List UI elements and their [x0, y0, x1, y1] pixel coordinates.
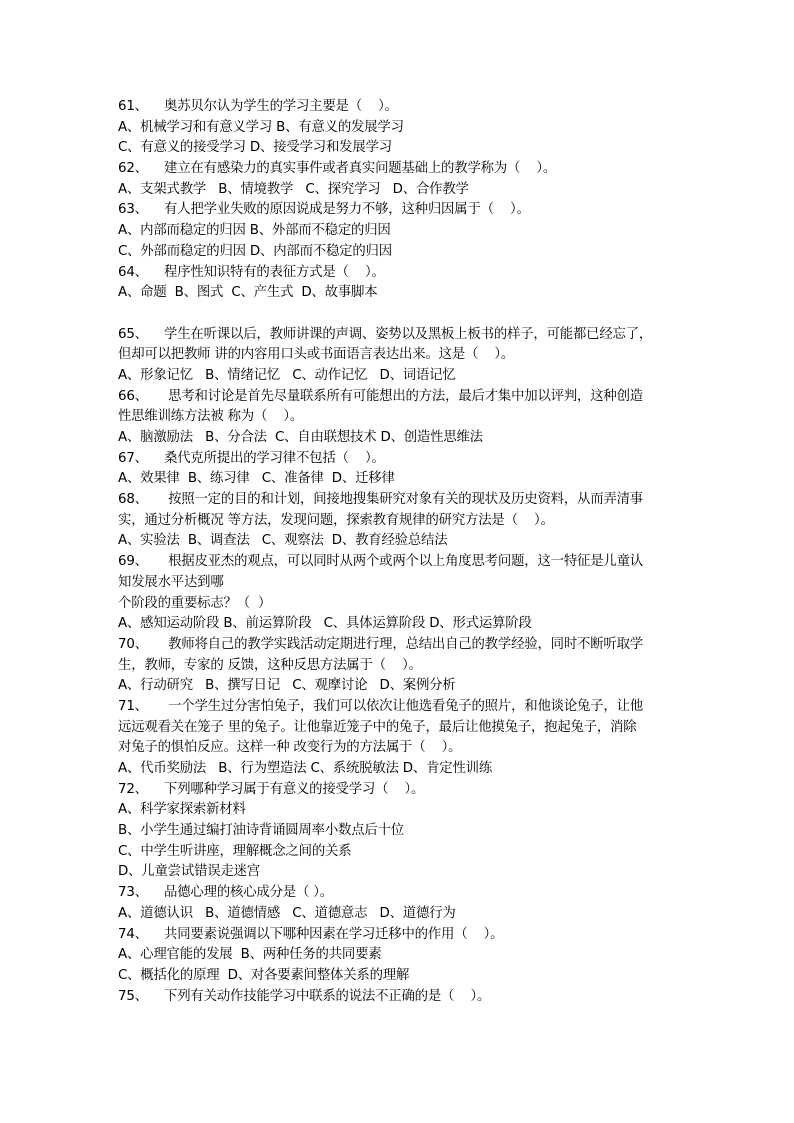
question-70-options: A、行动研究 B、撰写日记 C、观摩讨论 D、案例分析	[118, 678, 456, 694]
question-68-line-1: 68、 按照一定的目的和计划，间接地搜集研究对象有关的现状及历史资料，从而弄清事	[118, 492, 643, 508]
question-74-options-cd: C、概括化的原理 D、对各要素间整体关系的理解	[118, 967, 410, 983]
question-69-line-1: 69、 根据皮亚杰的观点，可以同时从两个或两个以上角度思考问题，这一特征是儿童认	[118, 554, 643, 570]
question-62: 62、 建立在有感染力的真实事件或者真实问题基础上的教学称为（ ）。	[118, 161, 557, 177]
question-74-options-ab: A、心理官能的发展 B、两种任务的共同要素	[118, 947, 382, 963]
question-63-options-ab: A、内部而稳定的归因 B、外部而不稳定的归因	[118, 223, 391, 239]
question-75: 75、 下列有关动作技能学习中联系的说法不正确的是（ ）。	[118, 988, 491, 1004]
question-66-line-2: 性思维训练方法被 称为（ ）。	[118, 409, 304, 425]
question-69-line-2: 知发展水平达到哪	[118, 574, 224, 590]
question-70-line-1: 70、 教师将自己的教学实践活动定期进行理，总结出自己的教学经验，同时不断听取学	[118, 636, 643, 652]
question-71-options: A、代币奖励法 B、行为塑造法 C、系统脱敏法 D、肯定性训练	[118, 761, 493, 776]
question-73-options: A、道德认识 B、道德情感 C、道德意志 D、道德行为	[118, 905, 456, 921]
question-65-line-2: 但却可以把教师 讲的内容用口头或书面语言表达出来。这是（ ）。	[118, 347, 515, 363]
question-74: 74、 共同要素说强调以下哪种因素在学习迁移中的作用（ ）。	[118, 926, 504, 942]
question-72-option-d: D、儿童尝试错误走迷宫	[118, 864, 261, 880]
question-63: 63、 有人把学业失败的原因说成是努力不够，这种归因属于（ ）。	[118, 202, 530, 218]
question-65-line-1: 65、 学生在听课以后，教师讲课的声调、姿势以及黑板上板书的样子，可能都已经忘了，	[118, 326, 653, 342]
question-69-options: A、感知运动阶段 B、前运算阶段 C、具体运算阶段 D、形式运算阶段	[118, 616, 532, 632]
blank-line	[118, 304, 678, 325]
question-71-line-1: 71、 一个学生过分害怕兔子，我们可以依次让他选看兔子的照片，和他谈论兔子，让他	[118, 698, 643, 714]
question-69-line-3: 个阶段的重要标志？（ ）	[118, 595, 272, 611]
question-67: 67、 桑代克所提出的学习律不包括（ ）。	[118, 450, 385, 466]
question-66-options: A、脑激励法 B、分合法 C、自由联想技术 D、创造性思维法	[118, 430, 483, 445]
question-65-options: A、形象记忆 B、情绪记忆 C、动作记忆 D、词语记忆	[118, 367, 456, 383]
question-61-options-cd: C、有意义的接受学习 D、接受学习和发展学习	[118, 140, 392, 156]
question-64-options: A、命题 B、图式 C、产生式 D、故事脚本	[118, 285, 378, 301]
question-64: 64、 程序性知识特有的表征方式是（ ）。	[118, 264, 385, 280]
question-70-line-2: 生，教师，专家的 反馈，这种反思方法属于（ ）。	[118, 657, 422, 673]
question-72: 72、 下列哪种学习属于有意义的接受学习（ ）。	[118, 781, 425, 797]
question-63-options-cd: C、外部而稳定的归因 D、内部而不稳定的归因	[118, 243, 392, 259]
question-72-option-b: B、小学生通过编打油诗背诵圆周率小数点后十位	[118, 823, 404, 839]
question-61: 61、 奥苏贝尔认为学生的学习主要是（ ）。	[118, 99, 398, 114]
question-68-line-2: 实，通过分析概况 等方法，发现问题，探索教育规律的研究方法是（ ）。	[118, 512, 554, 528]
question-61-options-ab: A、机械学习和有意义学习 B、有意义的发展学习	[118, 119, 404, 135]
question-71-line-2: 远远观看关在笼子 里的兔子。让他靠近笼子中的兔子，最后让他摸兔子，抱起兔子，消除	[118, 719, 637, 735]
document-page	[118, 97, 678, 1007]
question-68-options: A、实验法 B、调查法 C、观察法 D、教育经验总结法	[118, 533, 448, 549]
question-66-line-1: 66、 思考和讨论是首先尽量联系所有可能想出的方法，最后才集中加以评判，这种创造	[118, 388, 643, 404]
question-62-options: A、支架式教学 B、情境教学 C、探究学习 D、合作教学	[118, 181, 469, 197]
question-67-options: A、效果律 B、练习律 C、准备律 D、迁移律	[118, 471, 395, 487]
question-73: 73、 品德心理的核心成分是（ ）。	[118, 885, 333, 901]
question-72-option-c: C、中学生听讲座，理解概念之间的关系	[118, 843, 352, 859]
question-71-line-3: 对兔子的惧怕反应。这样一种 改变行为的方法属于（ ）。	[118, 740, 462, 756]
question-72-option-a: A、科学家探索新材料	[118, 802, 246, 818]
